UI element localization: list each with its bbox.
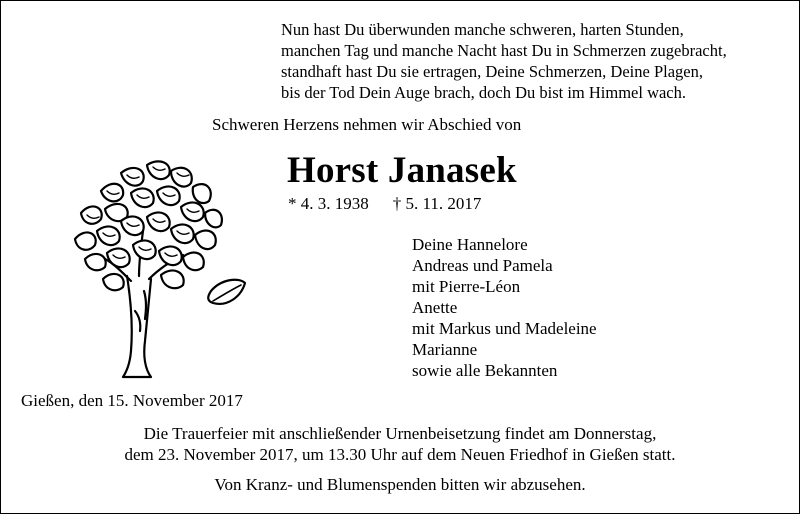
intro-text: Schweren Herzens nehmen wir Abschied von [212, 115, 522, 134]
poem-line: manchen Tag und manche Nacht hast Du in Schmerzen zugebracht, [281, 41, 727, 60]
mourner-line: Anette [412, 298, 458, 317]
place-and-date: Gießen, den 15. November 2017 [21, 391, 243, 410]
ceremony-info [1, 423, 799, 465]
mourner-line: Deine Hannelore [412, 235, 528, 254]
deceased-name: Horst Janasek [287, 150, 517, 191]
poem-line: Nun hast Du überwunden manche schweren, harten Stunden, [281, 20, 684, 39]
poem-line: standhaft hast Du sie ertragen, Deine Schmerzen, Deine Plagen, [281, 62, 703, 81]
mourner-line: sowie alle Bekannten [412, 361, 558, 380]
mourners-list [412, 234, 597, 381]
death-date: † 5. 11. 2017 [392, 194, 482, 213]
poem-line: bis der Tod Dein Auge brach, doch Du bist im Himmel wach. [281, 83, 687, 102]
mourner-line: mit Pierre-Léon [412, 277, 521, 296]
ceremony-line: dem 23. November 2017, um 13.30 Uhr auf dem Neuen Friedhof in Gießen statt. [124, 445, 676, 464]
birth-date: * 4. 3. 1938 [288, 194, 369, 213]
no-flowers-request: Von Kranz- und Blumenspenden bitten wir abzusehen. [214, 475, 586, 494]
mourner-line: mit Markus und Madeleine [412, 319, 597, 338]
life-dates [288, 194, 481, 214]
poem [281, 19, 727, 103]
ceremony-line: Die Trauerfeier mit anschließender Urnenbeisetzung findet am Donnerstag, [143, 424, 657, 443]
mourner-line: Marianne [412, 340, 478, 359]
tree-icon [61, 151, 261, 381]
mourner-line: Andreas und Pamela [412, 256, 553, 275]
